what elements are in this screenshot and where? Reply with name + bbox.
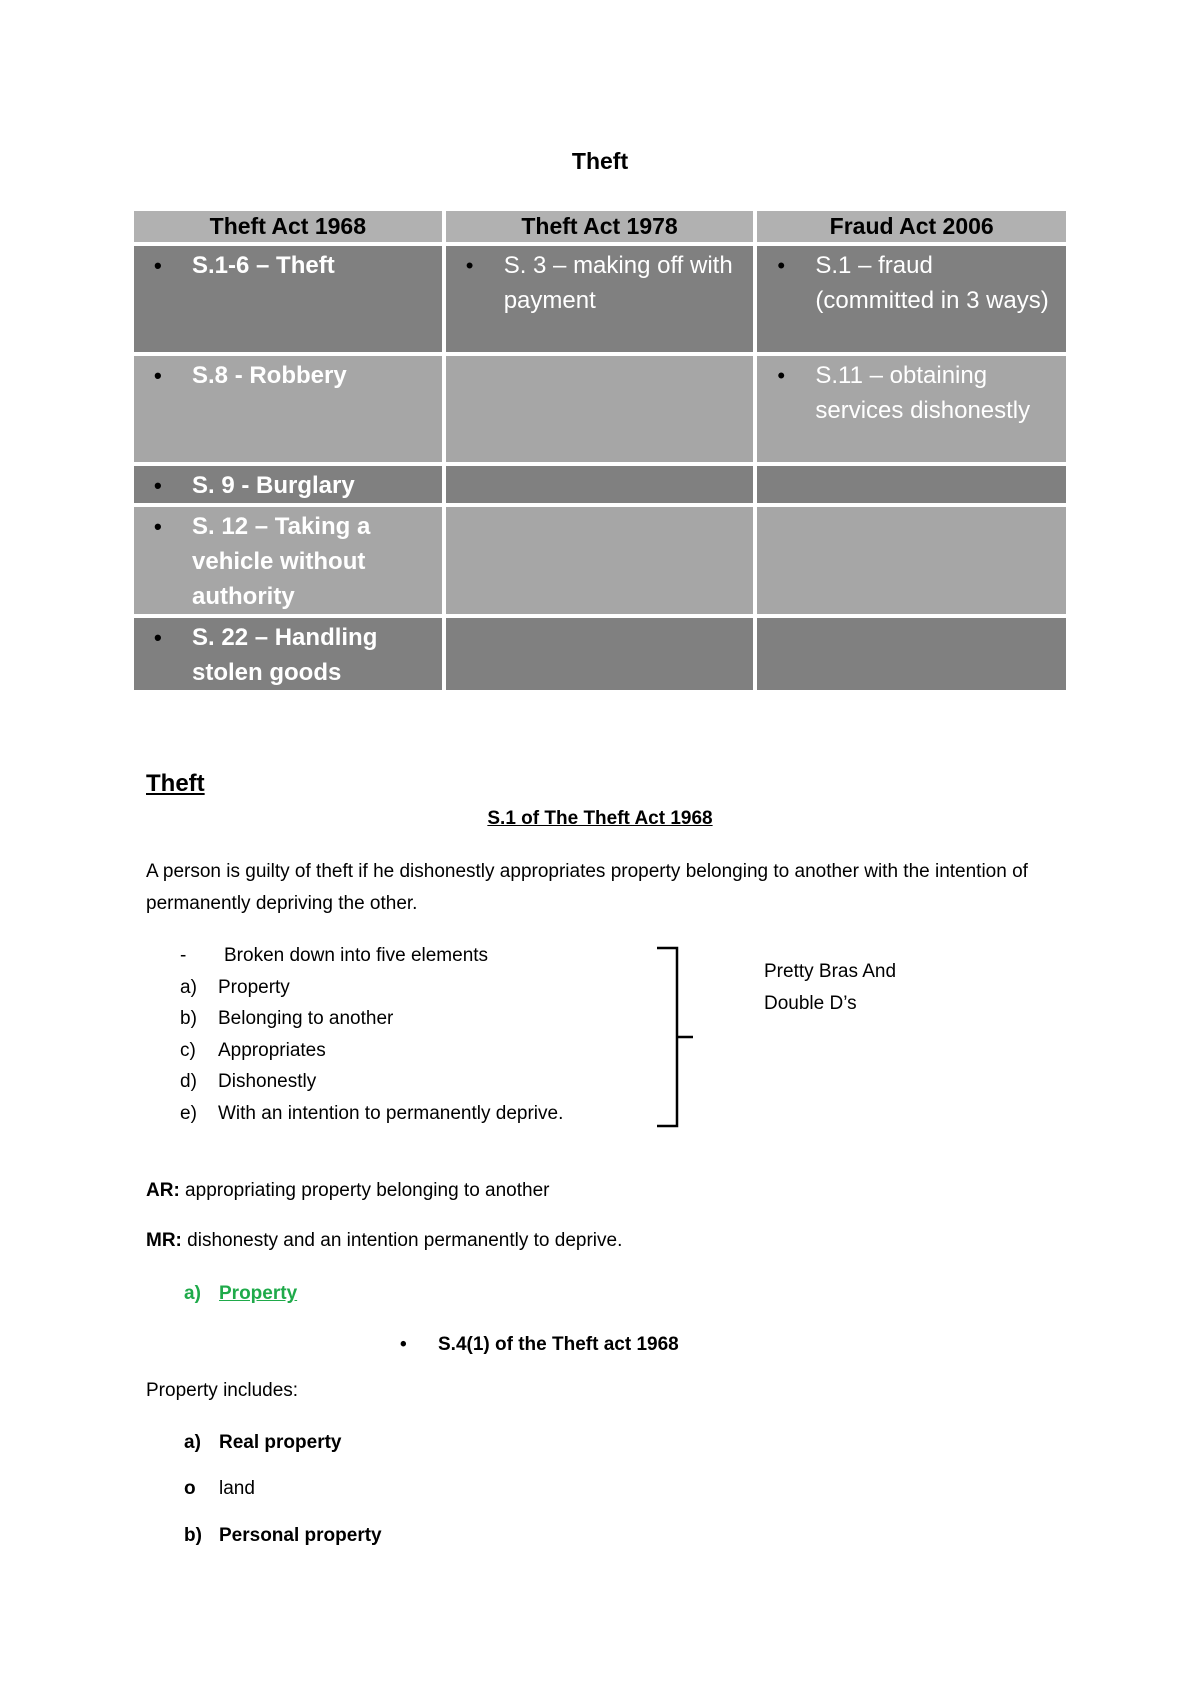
property-includes: Property includes:: [146, 1380, 299, 1401]
property-heading: a) Property: [184, 1283, 298, 1304]
s4-reference: • S.4(1) of the Theft act 1968: [400, 1334, 679, 1355]
table-header-row: [134, 211, 1066, 242]
section-title: Theft: [146, 770, 205, 797]
table-row: [134, 246, 1066, 352]
table-cell: [757, 618, 1066, 690]
bullet-icon: [154, 358, 192, 393]
bullet-icon: [777, 248, 815, 318]
list-item: a) Property: [180, 976, 290, 998]
list-item: c) Appropriates: [180, 1039, 326, 1061]
bullet-icon: [154, 248, 192, 283]
mnemonic-note: Pretty Bras And Double D’s: [764, 961, 897, 1014]
table-cell: [446, 507, 754, 614]
list-item: - Broken down into five elements: [180, 945, 489, 966]
table-row: [134, 618, 1066, 690]
bullet-icon: •: [400, 1334, 407, 1355]
list-item: o land: [184, 1478, 255, 1499]
bullet-icon: [154, 620, 192, 690]
table-row: [134, 507, 1066, 614]
bullet-icon: [777, 358, 815, 428]
list-item: b) Personal property: [184, 1525, 382, 1546]
table-cell: • S.1 – fraud (committed in 3 ways): [757, 246, 1066, 352]
list-item: e) With an intention to permanently deprive.: [180, 1102, 564, 1124]
actus-reus-line: AR: appropriating property belonging to another: [146, 1180, 550, 1201]
table-cell: • S.11 – obtaining services dishonestly: [757, 356, 1066, 462]
right-brace-icon: [655, 946, 695, 1128]
table-cell: [446, 466, 754, 503]
header-fraud-act-2006: Fraud Act 2006: [757, 211, 1066, 242]
elements-list: [180, 940, 563, 1129]
list-item: a) Real property: [184, 1432, 342, 1453]
page-title: Theft: [571, 148, 629, 174]
table-cell: [757, 466, 1066, 503]
table-cell: [446, 618, 754, 690]
list-item: b) Belonging to another: [180, 1008, 394, 1029]
bullet-icon: [154, 509, 192, 614]
table-cell: • S. 9 - Burglary: [134, 466, 442, 503]
table-cell: • S. 3 – making off with payment: [446, 246, 754, 352]
table-cell: • S. 22 – Handling stolen goods: [134, 618, 442, 690]
theft-definition: A person is guilty of theft if he dishonestly appropriates property belonging to another with the intention of permanently depriving the other.: [146, 861, 1028, 914]
table-row: [134, 466, 1066, 503]
mens-rea-line: MR: dishonesty and an intention permanently to deprive.: [146, 1230, 623, 1251]
table-cell: [757, 507, 1066, 614]
bullet-icon: [466, 248, 504, 318]
list-item: d) Dishonestly: [180, 1071, 317, 1092]
table-row: [134, 356, 1066, 462]
table-cell: • S.8 - Robbery: [134, 356, 442, 462]
table-cell: [446, 356, 754, 462]
acts-table: [130, 207, 1070, 694]
header-theft-act-1978: Theft Act 1978: [446, 211, 754, 242]
table-cell: • S.1-6 – Theft: [134, 246, 442, 352]
bullet-icon: [154, 468, 192, 503]
section-subheading: S.1 of The Theft Act 1968: [487, 808, 713, 829]
header-theft-act-1968: Theft Act 1968: [134, 211, 442, 242]
table-cell: • S. 12 – Taking a vehicle without authority: [134, 507, 442, 614]
